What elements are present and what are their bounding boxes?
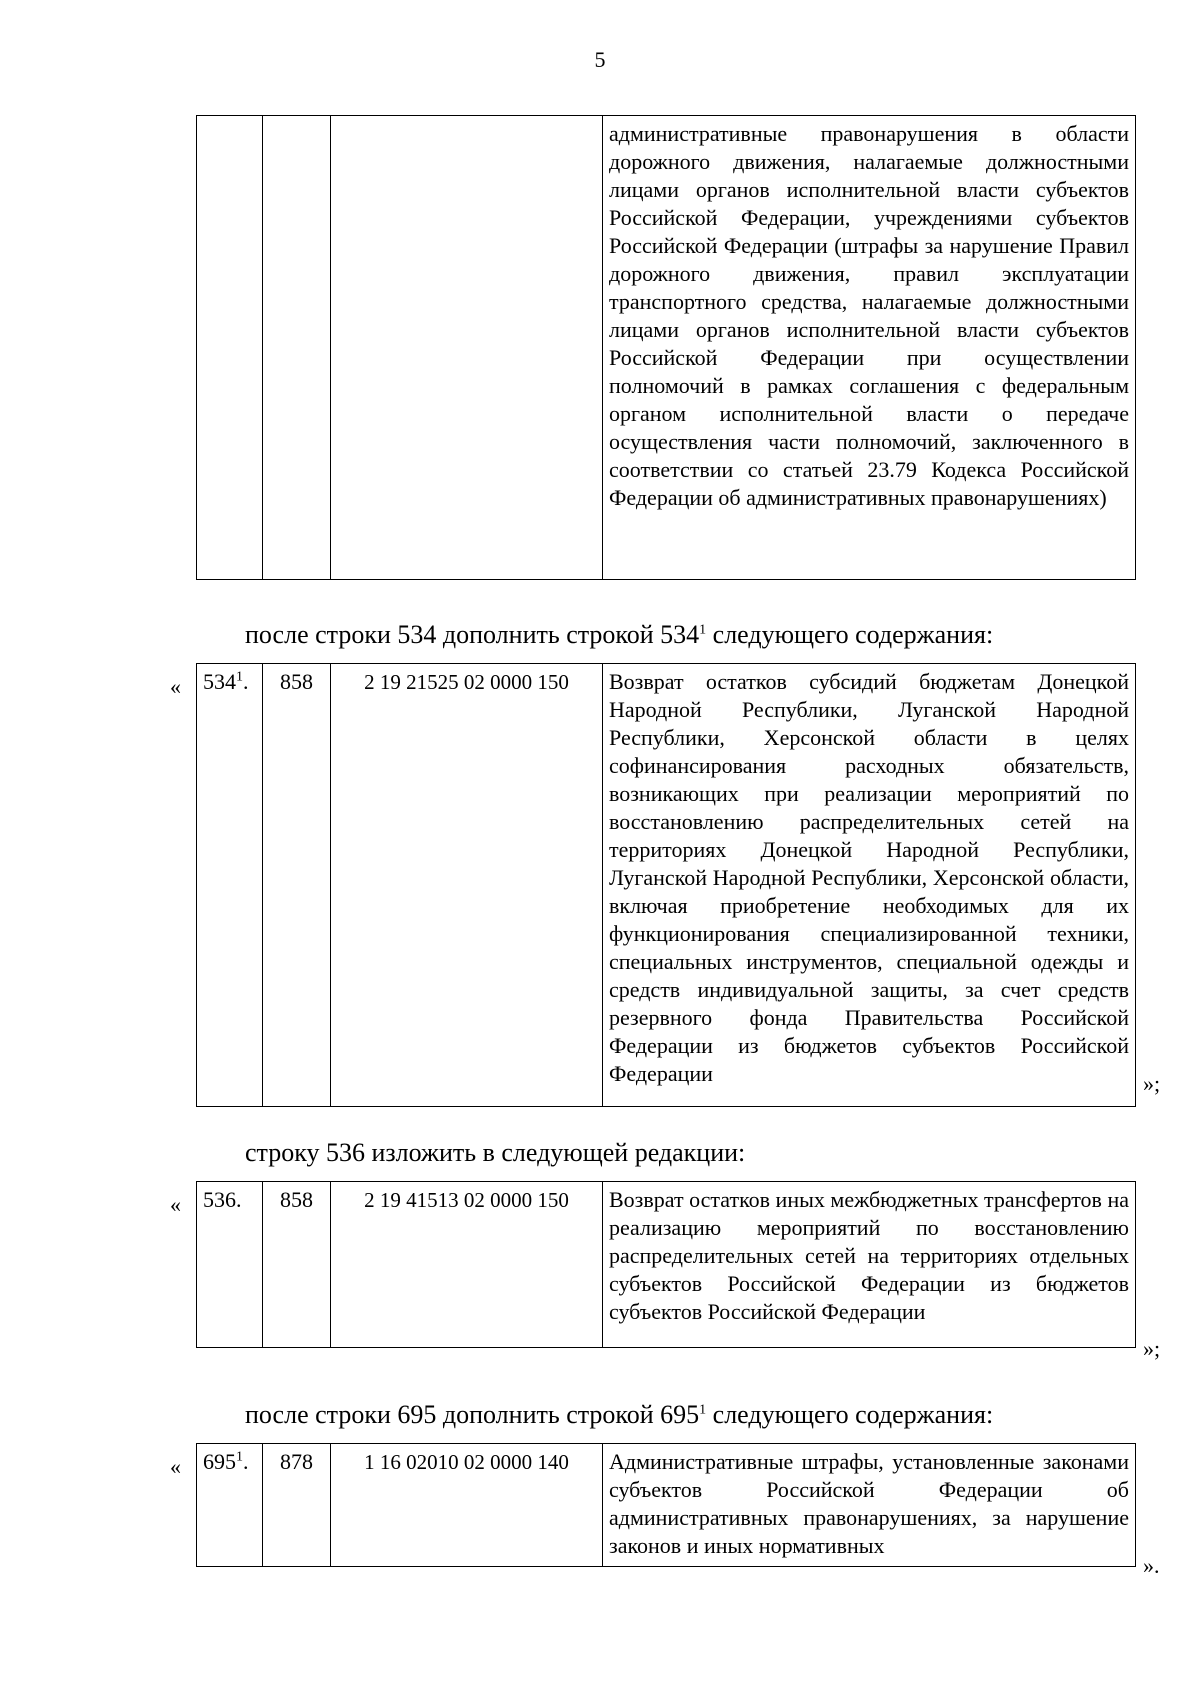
row-number-cell: $695^1$. bbox=[197, 1444, 263, 1567]
table-row bbox=[197, 116, 1136, 580]
budget-code-cell: 2 19 41513 02 0000 150 bbox=[331, 1182, 603, 1348]
admin-code-cell: 858 bbox=[263, 664, 331, 1107]
opening-quote: « bbox=[170, 1454, 181, 1479]
amendment-table bbox=[196, 1181, 1136, 1348]
budget-code-cell bbox=[331, 116, 603, 580]
row-number-cell bbox=[197, 116, 263, 580]
opening-quote: « bbox=[170, 674, 181, 699]
budget-code-cell: 1 16 02010 02 0000 140 bbox=[331, 1444, 603, 1567]
amendment-table bbox=[196, 663, 1136, 1107]
table-row bbox=[197, 664, 1136, 1107]
page-number: 5 bbox=[594, 47, 606, 72]
closing-quote: ». bbox=[1143, 1553, 1160, 1578]
amendment-table bbox=[196, 1443, 1136, 1567]
opening-quote: « bbox=[170, 1192, 181, 1217]
description-cell: административные правонарушения в области дорожного движения, налагаемые должностными лицами органов исполнительной власти субъектов Российской Федерации, учреждениями субъектов Российской Федерации (штрафы за нарушение Правил дорожного движения, правил эксплуатации транспортного средства, налагаемые должностными лицами органов исполнительной власти субъектов Российской Федерации при осуществлении полномочий в рамках соглашения с федеральным органом исполнительной власти о передаче осуществления части полномочий, заключенного в соответствии со статьей 23.79 Кодекса Российской Федерации об административных правонарушениях) bbox=[603, 116, 1136, 580]
budget-code-cell: 2 19 21525 02 0000 150 bbox=[331, 664, 603, 1107]
table-row bbox=[197, 1182, 1136, 1348]
amendment-instruction: после строки 534 дополнить строкой $534^1$ следующего содержания: bbox=[245, 620, 994, 649]
description-cell: Возврат остатков иных межбюджетных трансфертов на реализацию мероприятий по восстановлению распределительных сетей на территориях отдельных субъектов Российской Федерации из бюджетов субъектов Российской Федерации bbox=[603, 1182, 1136, 1348]
amendment-instruction: строку 536 изложить в следующей редакции: bbox=[245, 1138, 746, 1167]
row-number-cell: $534^1$. bbox=[197, 664, 263, 1107]
closing-quote: »; bbox=[1143, 1336, 1161, 1361]
continuation-table bbox=[196, 115, 1136, 580]
closing-quote: »; bbox=[1143, 1071, 1161, 1096]
description-cell: Возврат остатков субсидий бюджетам Донецкой Народной Республики, Луганской Народной Республики, Херсонской области в целях софинансирования расходных обязательств, возникающих при реализации мероприятий по восстановлению распределительных сетей на территориях Донецкой Народной Республики, Луганской Народной Республики, Херсонской области, включая приобретение необходимых для их функционирования специализированной техники, специальных инструментов, специальной одежды и средств индивидуальной защиты, за счет средств резервного фонда Правительства Российской Федерации из бюджетов субъектов Российской Федерации bbox=[603, 664, 1136, 1107]
amendment-instruction: после строки 695 дополнить строкой $695^1$ следующего содержания: bbox=[245, 1400, 994, 1429]
row-number-cell: 536. bbox=[197, 1182, 263, 1348]
admin-code-cell: 878 bbox=[263, 1444, 331, 1567]
table-row bbox=[197, 1444, 1136, 1567]
description-cell: Административные штрафы, установленные законами субъектов Российской Федерации об административных правонарушениях, за нарушение законов и иных нормативных bbox=[603, 1444, 1136, 1567]
admin-code-cell bbox=[263, 116, 331, 580]
admin-code-cell: 858 bbox=[263, 1182, 331, 1348]
